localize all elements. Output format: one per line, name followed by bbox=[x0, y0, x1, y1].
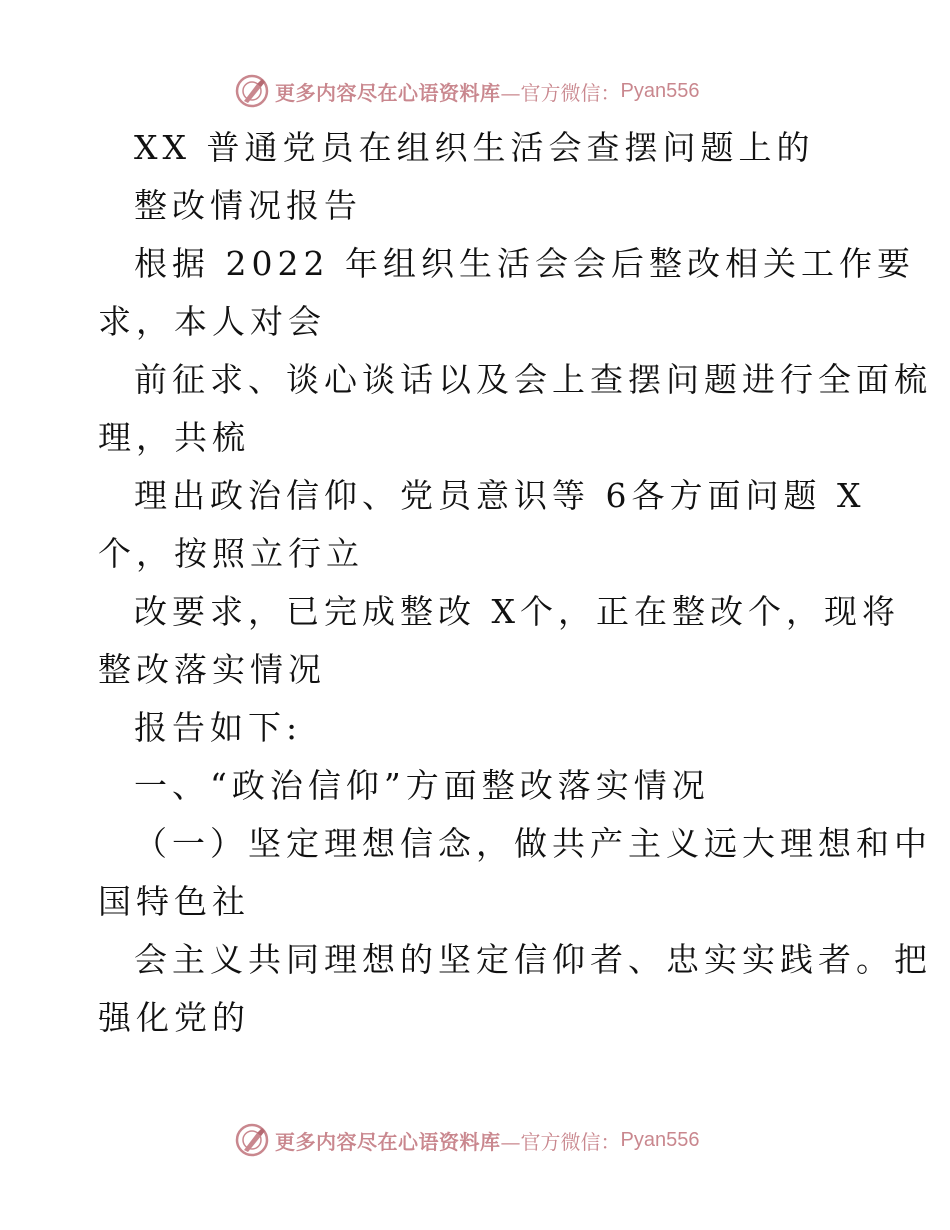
pen-seal-logo-icon bbox=[235, 1123, 269, 1157]
pen-seal-logo-icon bbox=[235, 74, 269, 108]
watermark-banner-top bbox=[235, 71, 699, 111]
paragraph-line: 前征求、谈心谈话以及会上查摆问题进行全面梳 bbox=[134, 360, 932, 399]
paragraph-line: 国特色社 bbox=[98, 882, 250, 921]
watermark-account: Pyan556 bbox=[620, 79, 700, 102]
watermark-separator: —官方微信： bbox=[500, 1129, 621, 1154]
section-heading: 一、“政治信仰”方面整改落实情况 bbox=[134, 766, 710, 805]
paragraph-line: 强化党的 bbox=[98, 998, 250, 1037]
paragraph-line: 理出政治信仰、党员意识等 6各方面问题 X bbox=[134, 476, 866, 515]
paragraph-line: 会主义共同理想的坚定信仰者、忠实实践者。把 bbox=[134, 940, 932, 979]
watermark-account: Pyan556 bbox=[620, 1128, 700, 1151]
paragraph-line: 求，本人对会 bbox=[98, 302, 326, 341]
watermark-text: 更多内容尽在心语资料库 bbox=[275, 80, 501, 105]
paragraph-line: 理，共梳 bbox=[98, 418, 250, 457]
document-title-line-2: 整改情况报告 bbox=[134, 186, 362, 225]
document-title-line-1: XX 普通党员在组织生活会查摆问题上的 bbox=[134, 128, 815, 167]
paragraph-line: 根据 2022 年组织生活会会后整改相关工作要 bbox=[134, 244, 915, 283]
paragraph-line: 个，按照立行立 bbox=[98, 534, 364, 573]
paragraph-line: （一）坚定理想信念，做共产主义远大理想和中 bbox=[134, 824, 932, 863]
paragraph-line: 整改落实情况 bbox=[98, 650, 326, 689]
watermark-text: 更多内容尽在心语资料库 bbox=[275, 1129, 501, 1154]
watermark-banner-bottom bbox=[235, 1120, 699, 1160]
paragraph-line: 报告如下: bbox=[134, 708, 303, 747]
watermark-separator: —官方微信： bbox=[500, 80, 621, 105]
paragraph-line: 改要求，已完成整改 X个，正在整改个，现将 bbox=[134, 592, 900, 631]
